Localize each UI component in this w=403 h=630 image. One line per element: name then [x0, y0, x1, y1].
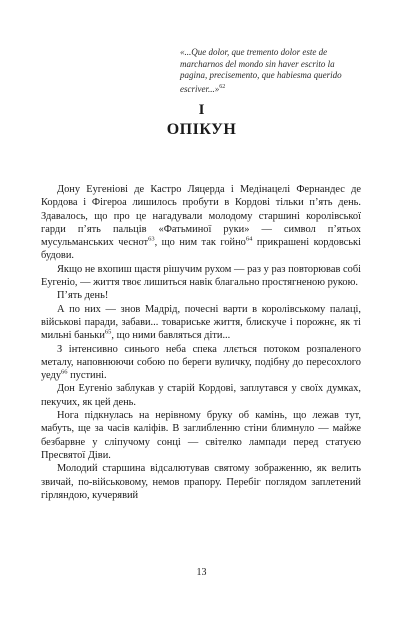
page-number: 13: [196, 567, 207, 578]
footnote-ref: 63: [148, 235, 155, 243]
epigraph-text: «...Que dolor, que tremento dolor este de marcharnos del mondo sin haver escrito la pagina, precisemento, que habiesma querido escriver...»: [180, 47, 342, 94]
paragraph: З інтенсивно синього неба спека ллється потоком розпаленого металу, наповнюючи собою по береги вуличку, подібну до пересохлого уеду$^{66}$ пустині.: [41, 343, 361, 382]
footnote-ref: 66: [61, 368, 68, 376]
paragraph: Дон Еугеніо заблукав у старій Кордові, заплутався у своїх думках, пекучих, як цей день.: [41, 383, 361, 408]
epigraph: [180, 47, 360, 95]
epigraph-footnote-ref: 62: [219, 83, 226, 90]
paragraph: Дону Еугеніові де Кастро Ляцерда і Медінацелі Фернандес де Кордова і Фігероа лишилось пробути в Кордові тільки п’ять день. Здавалось, що про це нагадували молодому старшині королівської гарди п’ять пальців «Фатьминої руки» — символ п’ятьох мусульманських чеснот$^{63}$, що ним так гойно$^{64}$ прикрашені кордовські будови.: [41, 184, 361, 262]
paragraph: Нога підкнулась на нерівному бруку об камінь, що лежав тут, мабуть, ще за часів каліфів. В заглибленню стіни блимнуло — майже безбарвне у сліпучому сонці — світелко лампади перед статуєю Пресвятої Діви.: [41, 410, 361, 461]
paragraph: Якщо не вхопиш щастя рішучим рухом — раз у раз повторював собі Еугеніо, — життя твоє лишиться навік благально простягненою рукою.: [41, 263, 361, 289]
chapter-title: ОПІКУН: [166, 121, 237, 138]
paragraph: А по них — знов Мадрід, почесні варти в королівському палаці, військові паради, забави... товариське життя, блискуче і порожнє, як ті мильні баньки$^{65}$, що ними бавляться діти...: [41, 303, 361, 342]
paragraph: П’ять день!: [57, 290, 109, 302]
chapter-number: I: [198, 102, 205, 118]
paragraph: Молодий старшина відсалютував святому зображенню, як велить звичай, по-військовому, немов прапору. Перебіг поглядом заплетений гірляндою, кучерявий: [41, 463, 361, 501]
chapter-body: [41, 183, 361, 502]
footnote-ref: 65: [104, 328, 112, 336]
footnote-ref: 64: [245, 235, 253, 243]
